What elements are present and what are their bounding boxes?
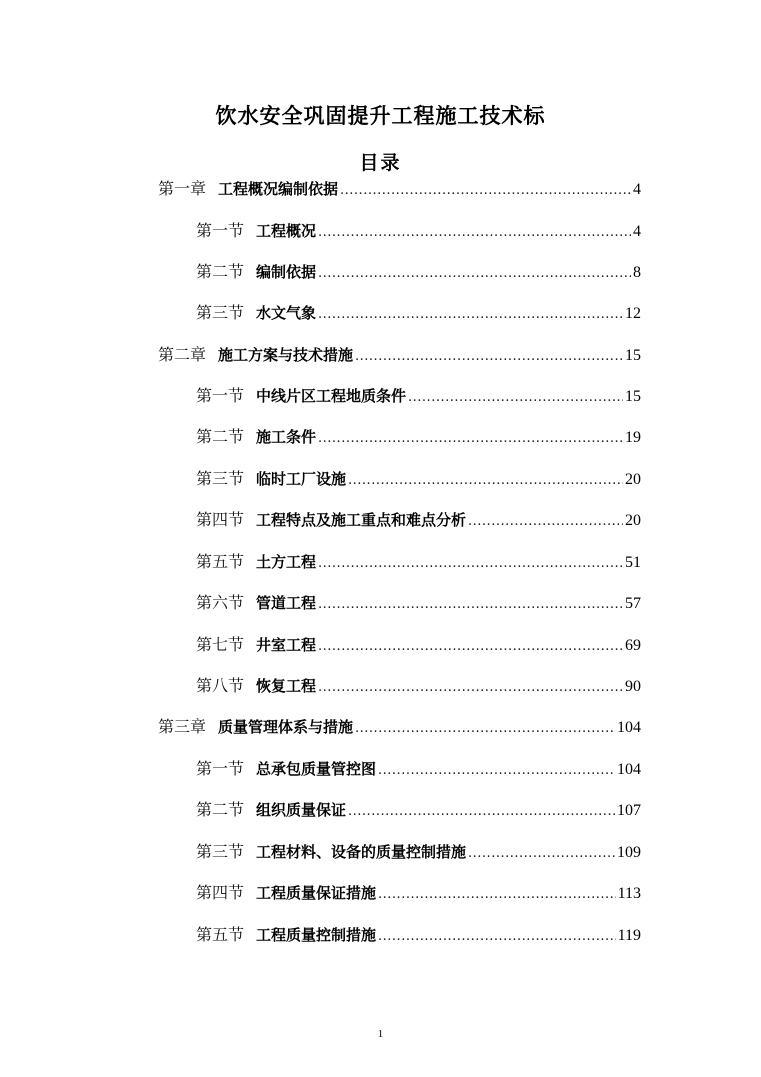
- toc-entry-label: 第三节: [196, 469, 245, 488]
- toc-entry-section-3-1[interactable]: [196, 756, 641, 782]
- toc-entry-page: 8: [633, 264, 641, 281]
- page-number: 1: [377, 1028, 384, 1040]
- toc-entry-chapter-2[interactable]: [158, 342, 641, 368]
- toc-entry-chapter-1[interactable]: [158, 176, 641, 202]
- toc-dot-leader: [408, 385, 623, 411]
- toc-dot-leader: [348, 468, 623, 494]
- toc-entry-title: 中线片区工程地质条件: [256, 387, 407, 405]
- toc-entry-label: 第一节: [196, 759, 245, 778]
- toc-dot-leader: [318, 675, 623, 701]
- toc-entry-title: 恢复工程: [256, 677, 317, 695]
- toc-entry-label: 第二节: [196, 800, 245, 819]
- toc-entry-section-2-7[interactable]: [196, 632, 641, 658]
- toc-entry-section-2-8[interactable]: [196, 673, 641, 699]
- toc-dot-leader: [318, 634, 623, 660]
- toc-dot-leader: [468, 509, 623, 535]
- toc-entry-title: 土方工程: [256, 553, 317, 571]
- toc-entry-title: 施工条件: [256, 428, 317, 446]
- toc-entry-label: 第五节: [196, 925, 245, 944]
- toc-entry-page: 119: [617, 927, 641, 944]
- toc-entry-page: 90: [625, 678, 641, 695]
- toc-entry-title: 井室工程: [256, 636, 317, 654]
- toc-entry-title: 编制依据: [256, 263, 317, 281]
- toc-entry-label: 第一章: [158, 179, 207, 198]
- toc-entry-label: 第六节: [196, 593, 245, 612]
- toc-entry-label: 第五节: [196, 552, 245, 571]
- toc-entry-title: 总承包质量管控图: [256, 760, 377, 778]
- toc-entry-page: 104: [617, 761, 641, 778]
- toc-entry-label: 第三章: [158, 717, 207, 736]
- toc-entry-label: 第四节: [196, 883, 245, 902]
- toc-dot-leader: [348, 799, 615, 825]
- toc-entry-label: 第一节: [196, 221, 245, 240]
- toc-entry-title: 水文气象: [256, 304, 317, 322]
- toc-dot-leader: [378, 924, 616, 950]
- toc-dot-leader: [318, 551, 623, 577]
- toc-heading: 目录: [359, 152, 402, 174]
- toc-entry-section-1-2[interactable]: [196, 259, 641, 285]
- toc-entry-title: 管道工程: [256, 594, 317, 612]
- toc-entry-page: 104: [617, 719, 641, 736]
- toc-entry-page: 113: [617, 885, 641, 902]
- toc-entry-title: 临时工厂设施: [256, 470, 347, 488]
- toc-entry-page: 4: [633, 181, 641, 198]
- toc-entry-label: 第七节: [196, 635, 245, 654]
- toc-dot-leader: [318, 220, 631, 246]
- toc-entry-page: 51: [625, 554, 641, 571]
- toc-dot-leader: [468, 841, 615, 867]
- toc-entry-page: 109: [617, 844, 641, 861]
- toc-dot-leader: [355, 344, 623, 370]
- toc-entry-section-2-6[interactable]: [196, 590, 641, 616]
- toc-entry-page: 69: [625, 637, 641, 654]
- toc-dot-leader: [318, 302, 623, 328]
- toc-entry-page: 19: [625, 429, 641, 446]
- toc-entry-label: 第二节: [196, 427, 245, 446]
- toc-entry-label: 第八节: [196, 676, 245, 695]
- toc-entry-title: 工程特点及施工重点和难点分析: [256, 511, 467, 529]
- toc-entry-title: 组织质量保证: [256, 801, 347, 819]
- toc-dot-leader: [378, 758, 615, 784]
- table-of-contents: [0, 174, 761, 954]
- toc-entry-section-3-3[interactable]: [196, 839, 641, 865]
- toc-entry-section-2-3[interactable]: [196, 466, 641, 492]
- toc-entry-page: 12: [625, 305, 641, 322]
- toc-entry-section-3-4[interactable]: [196, 880, 641, 906]
- toc-entry-page: 15: [625, 347, 641, 364]
- toc-entry-page: 4: [633, 223, 641, 240]
- toc-dot-leader: [318, 592, 623, 618]
- toc-entry-label: 第四节: [196, 510, 245, 529]
- toc-entry-title: 工程材料、设备的质量控制措施: [256, 843, 467, 861]
- toc-entry-title: 质量管理体系与措施: [218, 718, 354, 736]
- toc-entry-title: 施工方案与技术措施: [218, 346, 354, 364]
- toc-entry-section-2-1[interactable]: [196, 383, 641, 409]
- toc-entry-chapter-3[interactable]: [158, 714, 641, 740]
- toc-entry-label: 第二节: [196, 262, 245, 281]
- toc-entry-page: 107: [617, 802, 641, 819]
- document-title: 饮水安全巩固提升工程施工技术标: [215, 103, 546, 128]
- toc-entry-section-2-5[interactable]: [196, 549, 641, 575]
- toc-entry-section-3-5[interactable]: [196, 922, 641, 948]
- toc-entry-section-1-1[interactable]: [196, 218, 641, 244]
- toc-entry-page: 20: [625, 471, 641, 488]
- toc-entry-section-2-4[interactable]: [196, 507, 641, 533]
- toc-entry-label: 第三节: [196, 842, 245, 861]
- toc-entry-label: 第三节: [196, 303, 245, 322]
- toc-dot-leader: [340, 178, 631, 204]
- toc-entry-page: 20: [625, 512, 641, 529]
- toc-entry-title: 工程概况编制依据: [218, 180, 339, 198]
- toc-entry-page: 57: [625, 595, 641, 612]
- toc-dot-leader: [355, 716, 615, 742]
- toc-entry-title: 工程质量保证措施: [256, 884, 377, 902]
- toc-dot-leader: [378, 882, 616, 908]
- toc-entry-page: 15: [625, 388, 641, 405]
- toc-entry-label: 第一节: [196, 386, 245, 405]
- toc-entry-section-3-2[interactable]: [196, 797, 641, 823]
- toc-entry-section-1-3[interactable]: [196, 300, 641, 326]
- toc-dot-leader: [318, 261, 631, 287]
- toc-entry-title: 工程质量控制措施: [256, 926, 377, 944]
- toc-entry-section-2-2[interactable]: [196, 424, 641, 450]
- toc-entry-title: 工程概况: [256, 222, 317, 240]
- toc-entry-label: 第二章: [158, 345, 207, 364]
- toc-dot-leader: [318, 426, 623, 452]
